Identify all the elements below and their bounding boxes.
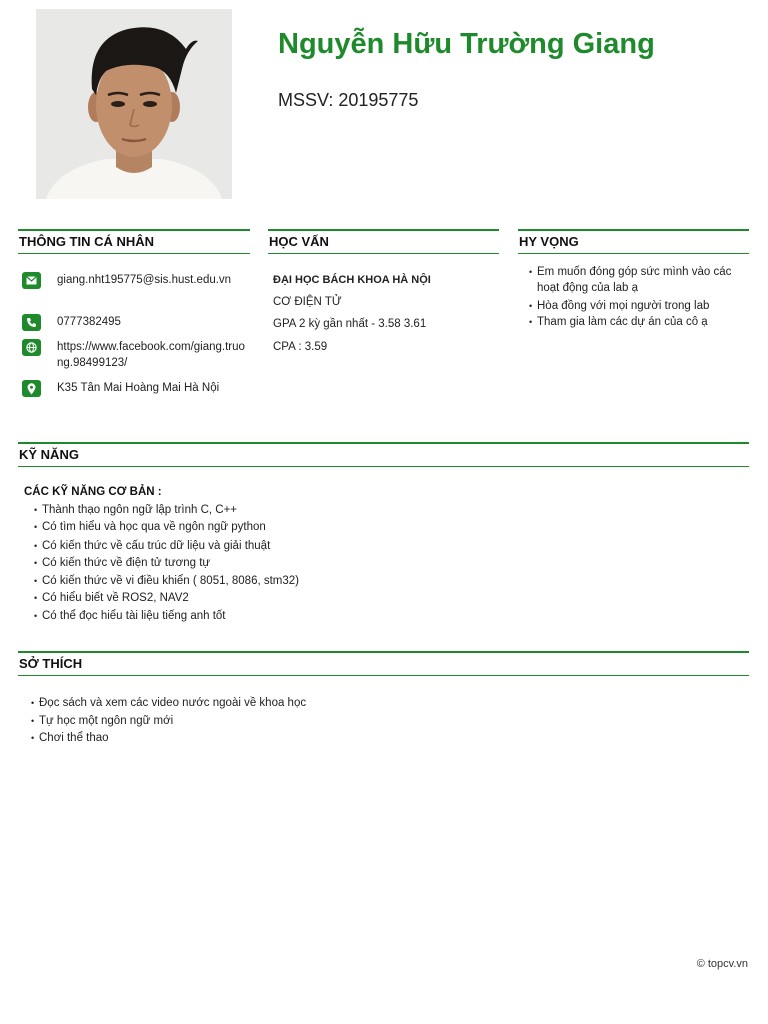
hobby-item: • Tự học một ngôn ngữ mới [39,713,173,729]
phone-icon [22,314,41,331]
address-text: K35 Tân Mai Hoàng Mai Hà Nội [57,382,220,394]
footer-brand[interactable]: © topcv.vn [696,958,748,970]
skill-item: • Có kiến thức về điện tử tương tự [42,555,210,571]
location-pin-icon [22,380,41,397]
aspiration-item: • Hòa đồng với mọi người trong lab [537,298,747,314]
section-education-heading: HỌC VẤN [268,229,499,254]
skill-item: • Có kiến thức về vi điều khiển ( 8051, 8086, stm32) [42,573,299,589]
gpa: GPA 2 kỳ gần nhất - 3.58 3.61 [273,318,427,330]
section-aspirations-heading: HY VỌNG [518,229,749,254]
website-text[interactable]: https://www.facebook.com/giang.truong.98499123/ [57,341,245,369]
major: CƠ ĐIỆN TỬ [273,296,342,308]
hobby-item: • Đọc sách và xem các video nước ngoài về khoa học [39,695,306,711]
section-personal-info-heading: THÔNG TIN CÁ NHÂN [18,229,250,254]
mail-icon [22,272,41,289]
section-hobbies-heading: SỞ THÍCH [18,651,749,676]
candidate-name: Nguyễn Hữu Trường Giang [278,28,655,60]
aspiration-item: • Em muốn đóng góp sức mình vào các hoạt động của lab ạ [537,264,747,296]
skill-item: • Có thể đọc hiểu tài liệu tiếng anh tốt [42,608,226,624]
aspiration-item: • Tham gia làm các dự án của cô ạ [537,314,747,330]
globe-icon [22,339,41,356]
student-id: MSSV: 20195775 [278,90,419,110]
profile-photo [36,9,232,199]
contact-phone [22,314,245,331]
skill-item: • Có kiến thức về cấu trúc dữ liệu và giải thuật [42,538,270,554]
hobby-item: • Chơi thể thao [39,730,109,746]
skill-item: • Có tìm hiểu và học qua về ngôn ngữ python [42,519,266,535]
skill-item: • Có hiểu biết về ROS2, NAV2 [42,590,189,606]
email-text[interactable]: giang.nht195775@sis.hust.edu.vn [57,274,232,286]
contact-address [22,380,245,397]
school-name: ĐẠI HỌC BÁCH KHOA HÀ NỘI [273,274,431,286]
section-skills-heading: KỸ NĂNG [18,442,749,467]
skills-subtitle: CÁC KỸ NĂNG CƠ BẢN : [24,486,162,498]
phone-text[interactable]: 0777382495 [57,316,121,328]
skill-item: • Thành thạo ngôn ngữ lập trình C, C++ [42,502,237,518]
contact-website [22,339,245,371]
contact-email [22,272,245,289]
cpa: CPA : 3.59 [273,341,328,353]
